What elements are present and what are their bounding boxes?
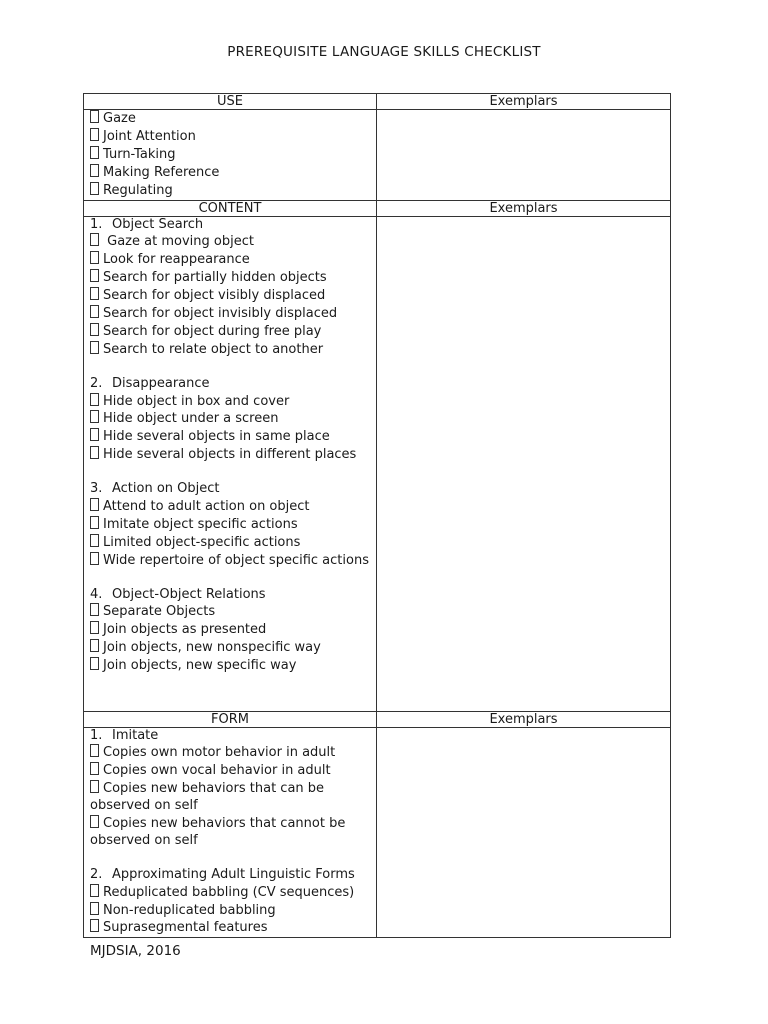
content-exemplars-header: Exemplars <box>377 200 671 216</box>
checklist-item: Join objects as presented <box>90 621 370 639</box>
checkbox-icon[interactable] <box>90 410 99 423</box>
checkbox-icon[interactable] <box>90 110 99 123</box>
content-exemplars-cell[interactable] <box>377 216 671 711</box>
checklist-item: Gaze at moving object <box>90 233 370 251</box>
form-header-row <box>84 711 671 727</box>
checklist-item: Regulating <box>90 182 370 200</box>
checklist-item: Search for object during free play <box>90 323 370 341</box>
checkbox-icon[interactable] <box>90 428 99 441</box>
checklist-item: Join objects, new nonspecific way <box>90 639 370 657</box>
section-heading: 3. Action on Object <box>90 481 220 497</box>
checkbox-icon[interactable] <box>90 146 99 159</box>
checkbox-icon[interactable] <box>90 780 99 793</box>
page-title: PREREQUISITE LANGUAGE SKILLS CHECKLIST <box>227 44 541 60</box>
checkbox-icon[interactable] <box>90 884 99 897</box>
checkbox-icon[interactable] <box>90 498 99 511</box>
checkbox-icon[interactable] <box>90 762 99 775</box>
checklist-item: Separate Objects <box>90 603 370 621</box>
use-header-row <box>84 94 671 110</box>
checklist-item: Turn-Taking <box>90 146 370 164</box>
checklist-item: Copies new behaviors that cannot be observed on self <box>90 816 346 848</box>
use-row <box>84 110 671 201</box>
checkbox-icon[interactable] <box>90 393 99 406</box>
checklist-item: Copies own vocal behavior in adult <box>90 762 370 780</box>
checklist-item: Suprasegmental features <box>90 919 370 937</box>
checkbox-icon[interactable] <box>90 269 99 282</box>
form-header: FORM <box>84 711 377 727</box>
form-exemplars-cell[interactable] <box>377 727 671 938</box>
content-header: CONTENT <box>84 200 377 216</box>
checklist-item: Joint Attention <box>90 128 370 146</box>
checklist-item: Hide object under a screen <box>90 410 370 428</box>
checkbox-icon[interactable] <box>90 603 99 616</box>
content-items <box>84 216 377 711</box>
checkbox-icon[interactable] <box>90 164 99 177</box>
checkbox-icon[interactable] <box>90 919 99 932</box>
checklist-item: Look for reappearance <box>90 251 370 269</box>
checkbox-icon[interactable] <box>90 815 99 828</box>
form-row <box>84 727 671 938</box>
checkbox-icon[interactable] <box>90 182 99 195</box>
section-heading: 1. Object Search <box>90 216 204 232</box>
checkbox-icon[interactable] <box>90 902 99 915</box>
use-exemplars-cell[interactable] <box>377 110 671 201</box>
checklist-item: Join objects, new specific way <box>90 657 370 675</box>
checklist-item: Hide object in box and cover <box>90 393 370 411</box>
section-heading: 2. Approximating Adult Linguistic Forms <box>90 866 355 882</box>
checkbox-icon[interactable] <box>90 305 99 318</box>
use-header: USE <box>84 94 377 110</box>
checklist-item: Search to relate object to another <box>90 341 370 359</box>
checklist-item: Imitate object specific actions <box>90 516 370 534</box>
checklist-item: Copies new behaviors that can be observed on self <box>90 781 325 814</box>
checklist-item: Copies own motor behavior in adult <box>90 744 370 762</box>
checkbox-icon[interactable] <box>90 639 99 652</box>
footer-credit: MJDSIA, 2016 <box>90 943 181 959</box>
section-heading: 1. Imitate <box>90 727 159 743</box>
checkbox-icon[interactable] <box>90 516 99 529</box>
content-header-row <box>84 200 671 216</box>
checklist-item: Hide several objects in different places <box>90 446 370 464</box>
checkbox-icon[interactable] <box>90 287 99 300</box>
checkbox-icon[interactable] <box>90 552 99 565</box>
checkbox-icon[interactable] <box>90 128 99 141</box>
checkbox-icon[interactable] <box>90 446 99 459</box>
checklist-item: Non-reduplicated babbling <box>90 902 370 920</box>
checkbox-icon[interactable] <box>90 341 99 354</box>
section-heading: 4. Object-Object Relations <box>90 586 266 602</box>
checklist-item: Limited object-specific actions <box>90 534 370 552</box>
checkbox-icon[interactable] <box>90 621 99 634</box>
checkbox-icon[interactable] <box>90 323 99 336</box>
checklist-item: Search for object visibly displaced <box>90 287 370 305</box>
checklist-item: Attend to adult action on object <box>90 498 370 516</box>
checklist-item: Reduplicated babbling (CV sequences) <box>90 884 370 902</box>
use-exemplars-header: Exemplars <box>377 94 671 110</box>
checklist-item: Making Reference <box>90 164 370 182</box>
checkbox-icon[interactable] <box>90 233 99 246</box>
form-items <box>84 727 377 938</box>
checklist-item: Search for object invisibly displaced <box>90 305 370 323</box>
content-row <box>84 216 671 711</box>
section-heading: 2. Disappearance <box>90 375 210 391</box>
use-items <box>84 110 377 201</box>
checkbox-icon[interactable] <box>90 744 99 757</box>
checkbox-icon[interactable] <box>90 657 99 670</box>
checkbox-icon[interactable] <box>90 534 99 547</box>
checklist-item: Search for partially hidden objects <box>90 269 370 287</box>
checklist-item: Wide repertoire of object specific actions <box>90 552 370 570</box>
checklist-table <box>83 93 671 938</box>
checklist-item: Gaze <box>90 110 370 128</box>
checkbox-icon[interactable] <box>90 251 99 264</box>
checklist-item: Hide several objects in same place <box>90 428 370 446</box>
form-exemplars-header: Exemplars <box>377 711 671 727</box>
